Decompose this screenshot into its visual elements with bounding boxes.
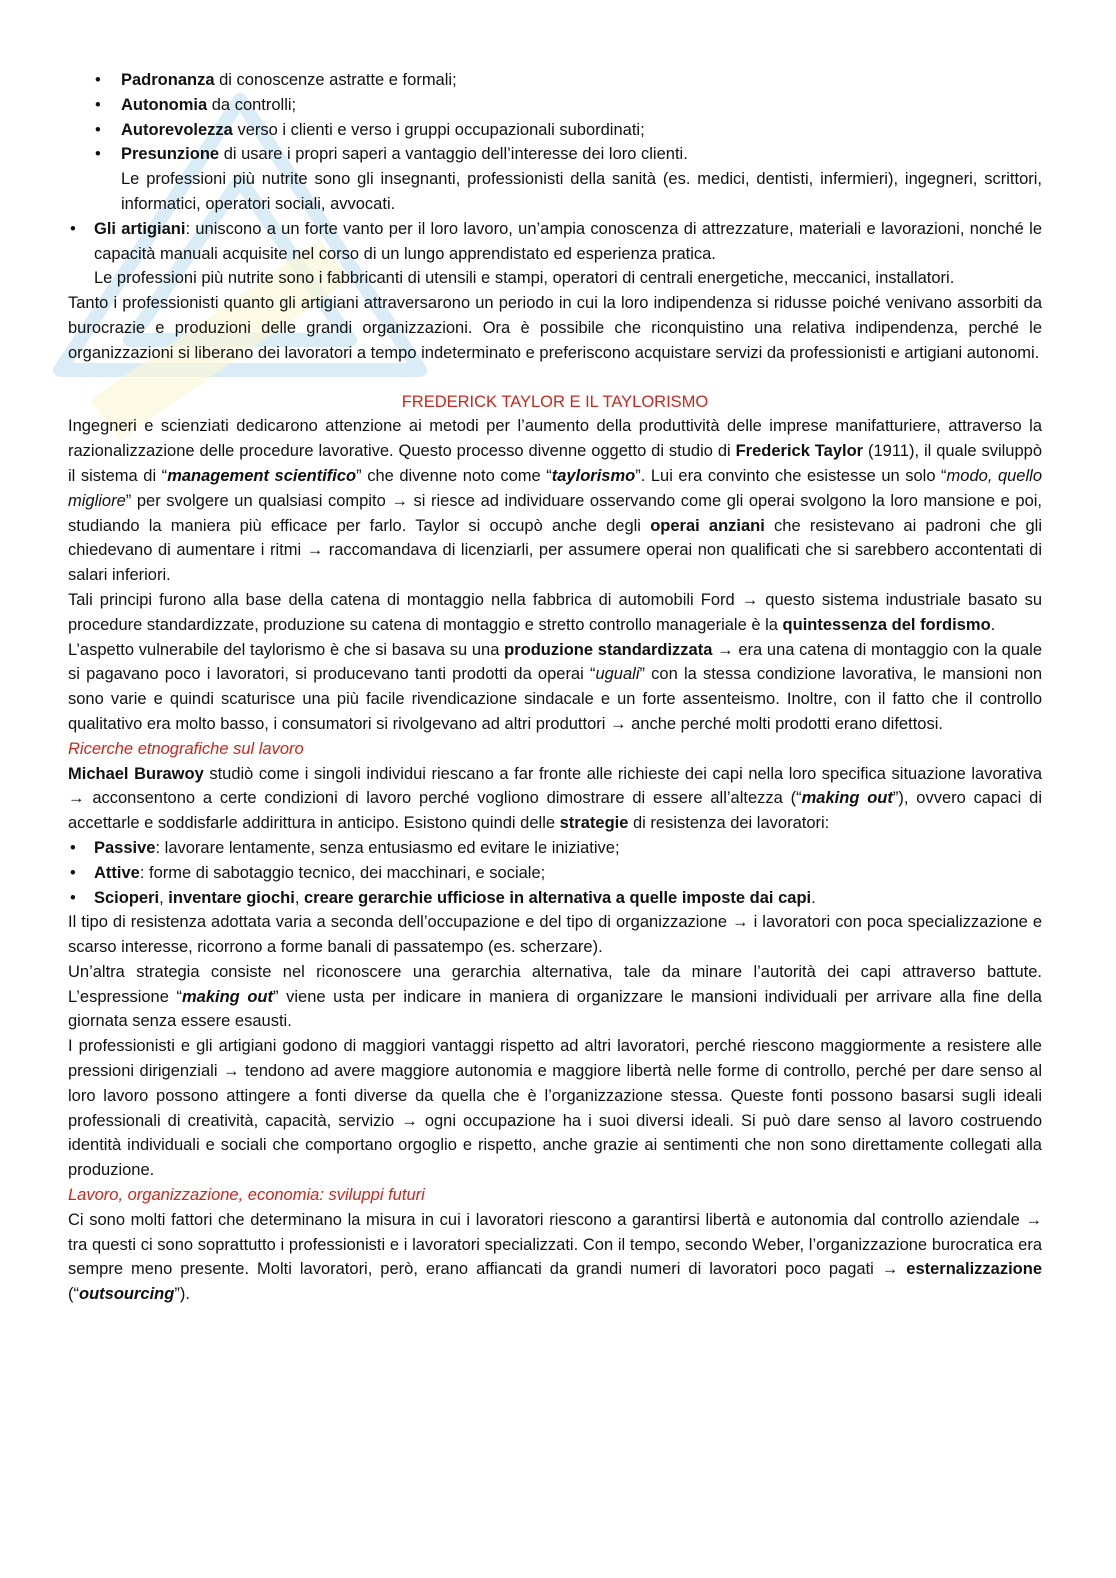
list-item: • Autorevolezza verso i clienti e verso i gruppi occupazionali subordinati; [68, 118, 1042, 143]
paragraph-tanto: Tanto i professionisti quanto gli artigiani attraversarono un periodo in cui la loro indipendenza si ridusse poiché venivano assorbiti da burocrazie e produzioni delle grandi organizzazioni. Ora è possibile che riconquistino una relativa indipendenza, perché le organizzazioni si liberano dei lavoratori a tempo indeterminato e preferiscono acquistare servizi da professionisti e artigiani autonomi. [68, 294, 1042, 362]
subheading-ricerche: Ricerche etnografiche sul lavoro [68, 739, 304, 758]
subheading-sviluppi: Lavoro, organizzazione, economia: sviluppi futuri [68, 1186, 425, 1205]
paragraph-futuri: Ci sono molti fattori che determinano la misura in cui i lavoratori riescono a garantirsi libertà e autonomia dal controllo aziendale → tra questi ci sono soprattutto i professionisti e i lavoratori specializzati. Con il tempo, secondo Weber, l’organizzazione burocratica era sempre meno presente. Molti lavoratori, però, erano affiancati da grandi numeri di lavoratori poco pagati → esternalizzazione (“outsourcing”). [68, 1210, 1042, 1304]
list-item: • Passive: lavorare lentamente, senza entusiasmo ed evitare le iniziative; [68, 836, 1042, 861]
artigiani-note: Le professioni più nutrite sono i fabbricanti di utensili e stampi, operatori di centrali energetiche, meccanici, installatori. [94, 269, 955, 288]
list-item: • Scioperi, inventare giochi, creare gerarchie ufficiose in alternativa a quelle imposte dai capi. [68, 886, 1042, 911]
paragraph-tipo: Il tipo di resistenza adottata varia a seconda dell’occupazione e del tipo di organizzazione → i lavoratori con poca specializzazione e scarso interesse, ricorrono a forme banali di passatempo (es. scherzare). [68, 913, 1042, 957]
paragraph-burawoy: Michael Burawoy studiò come i singoli individui riescano a far fronte alle richieste dei capi nella loro specifica situazione lavorativa → acconsentono a certe condizioni di lavoro perché vogliono dimostrare di essere all’altezza (“making out”), ovvero capaci di accettarle e soddisfarle addirittura in anticipo. Esistono quindi delle strategie di resistenza dei lavoratori: [68, 764, 1043, 833]
list-item: • Attive: forme di sabotaggio tecnico, dei macchinari, e sociale; [68, 861, 1042, 886]
strategies-list [68, 836, 1042, 910]
paragraph-ford: Tali principi furono alla base della catena di montaggio nella fabbrica di automobili Ford → questo sistema industriale basato su procedure standardizzate, produzione su catena di montaggio e stretto controllo manageriale è la quintessenza del fordismo. [68, 590, 1042, 634]
paragraph-taylor: Ingegneri e scienziati dedicarono attenzione ai metodi per l’aumento della produttività delle imprese manifatturiere, attraverso la razionalizzazione delle procedure lavorative. Questo processo divenne oggetto di studio di Frederick Taylor (1911), il quale sviluppò il sistema di “management scientifico” che divenne noto come “taylorismo”. Lui era convinto che esistesse un solo “modo, quello migliore” per svolgere un qualsiasi compito → si riesce ad individuare osservando come gli operai svolgono la loro mansione e poi, studiando la maniera più efficace per farlo. Taylor si occupò anche degli operai anziani che resistevano ai padroni che gli chiedevano di aumentare i ritmi → raccomandava di licenziarli, per assumere operai non qualificati che si sarebbero accontentati di salari inferiori. [68, 417, 1043, 585]
paragraph-altra: Un’altra strategia consiste nel riconoscere una gerarchia alternativa, tale da minare l’autorità dei capi attraverso battute. L’espressione “making out” viene usta per indicare in maniera di organizzare le mansioni individuali per arrivare alla fine della giornata senza essere esausti. [68, 962, 1042, 1031]
professions-note: Le professioni più nutrite sono gli insegnanti, professionisti della sanità (es. medici, dentisti, infermieri), ingegneri, scrittori, informatici, operatori sociali, avvocati. [121, 170, 1042, 213]
artigiani-list [68, 217, 1042, 267]
list-item: • Autonomia da controlli; [68, 93, 1042, 118]
section-title: FREDERICK TAYLOR E IL TAYLORISMO [401, 392, 709, 411]
document-body [68, 68, 1042, 1307]
professional-traits-list [68, 68, 1042, 167]
list-item: • Padronanza di conoscenze astratte e formali; [68, 68, 1042, 93]
paragraph-vulnerable: L’aspetto vulnerabile del taylorismo è che si basava su una produzione standardizzata → era una catena di montaggio con la quale si pagavano poco i lavoratori, si producevano tanti prodotti da operai “uguali” con la stessa condizione lavorativa, le mansioni non sono varie e quindi scaturisce una più facile rivendicazione sindacale e un forte assenteismo. Inoltre, con il fatto che il controllo qualitativo era molto basso, i consumatori si rivolgevano ad altri produttori → anche perché molti prodotti erano difettosi. [68, 640, 1043, 733]
paragraph-professionisti: I professionisti e gli artigiani godono di maggiori vantaggi rispetto ad altri lavoratori, perché riescono maggiormente a resistere alle pressioni dirigenziali → tendono ad avere maggiore autonomia e maggiore libertà nelle forme di controllo, perché per dare senso al loro lavoro possono attingere a fonti diverse da quella che è l’organizzazione stessa. Queste fonti possono basarsi sugli ideali professionali di creatività, capacità, servizio → ogni occupazione ha i suoi diversi ideali. Si può dare senso al lavoro costruendo identità individuali e sociali che comportano orgoglio e rispetto, anche grazie ai sentimenti che non sono direttamente collegati alla produzione. [68, 1037, 1042, 1180]
list-item: • Presunzione di usare i propri saperi a vantaggio dell’interesse dei loro clienti. [68, 142, 1042, 167]
list-item: • Gli artigiani: uniscono a un forte vanto per il loro lavoro, un’ampia conoscenza di attrezzature, materiali e lavorazioni, nonché le capacità manuali acquisite nel corso di un lungo apprendistato ed esperienza pratica. [68, 217, 1042, 267]
